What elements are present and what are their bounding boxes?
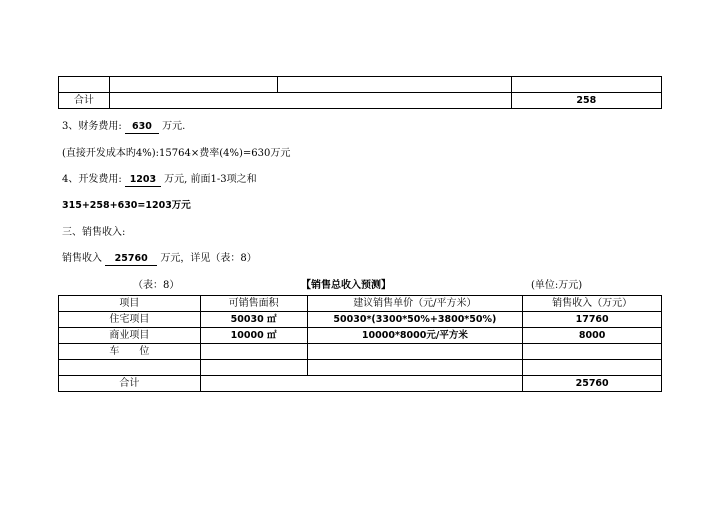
table-cell [109,93,511,109]
financial-calc: (直接开发成本旳4%):15764×费率(4%)=630万元 [62,148,291,159]
table-cell [109,77,277,93]
table-row [59,93,662,109]
total-value: 258 [511,93,661,109]
column-header: 建议销售单价（元/平方米） [307,296,523,312]
table-cell [59,77,110,93]
table-unit: (单位:万元) [531,280,583,291]
table-cell [200,376,523,392]
sales-table [58,295,662,392]
table-row [59,312,662,328]
table-row [59,77,662,93]
section-title: 三、销售收入: [62,227,126,238]
column-header: 可销售面积 [200,296,307,312]
dev-line [62,170,257,187]
column-header: 销售收入（万元） [523,296,662,312]
table-cell: 住宅项目 [59,312,201,328]
table-row [59,328,662,344]
financial-prefix: 3、财务费用: [62,121,122,132]
total-value: 25760 [523,376,662,392]
table-cell: 10000*8000元/平方米 [307,328,523,344]
table-cell: 8000 [523,328,662,344]
table-cell [59,360,201,376]
table-cell [307,360,523,376]
table-cell [523,344,662,360]
table-total-row [59,376,662,392]
table-cell: 50030*(3300*50%+3800*50%) [307,312,523,328]
table-header-row [59,296,662,312]
table-cell: 50030 ㎡ [200,312,307,328]
table-number: （表：8） [133,280,180,291]
table-cell: 10000 ㎡ [200,328,307,344]
revenue-prefix: 销售收入 [62,253,102,264]
financial-value: 630 [125,121,159,134]
dev-suffix: 万元, 前面1-3项之和 [164,174,257,185]
table-row [59,344,662,360]
revenue-line [62,249,257,266]
cost-table [58,76,662,109]
dev-calc: 315+258+630=1203万元 [62,200,191,211]
table-row [59,360,662,376]
table-cell [307,344,523,360]
dev-prefix: 4、开发费用: [62,174,122,185]
total-label: 合计 [59,376,201,392]
table-title: 【销售总收入预测】 [301,280,391,291]
table-cell [200,344,307,360]
total-label: 合计 [59,93,110,109]
financial-suffix: 万元. [162,121,186,132]
table-cell [277,77,511,93]
table-cell: 车 位 [59,344,201,360]
column-header: 项目 [59,296,201,312]
table-cell: 17760 [523,312,662,328]
revenue-value: 25760 [105,253,157,266]
table-cell: 商业项目 [59,328,201,344]
table-cell [200,360,307,376]
financial-line [62,117,185,134]
dev-value: 1203 [125,174,161,187]
revenue-suffix: 万元，详见（表：8） [160,253,257,264]
table-cell [511,77,661,93]
table-cell [523,360,662,376]
